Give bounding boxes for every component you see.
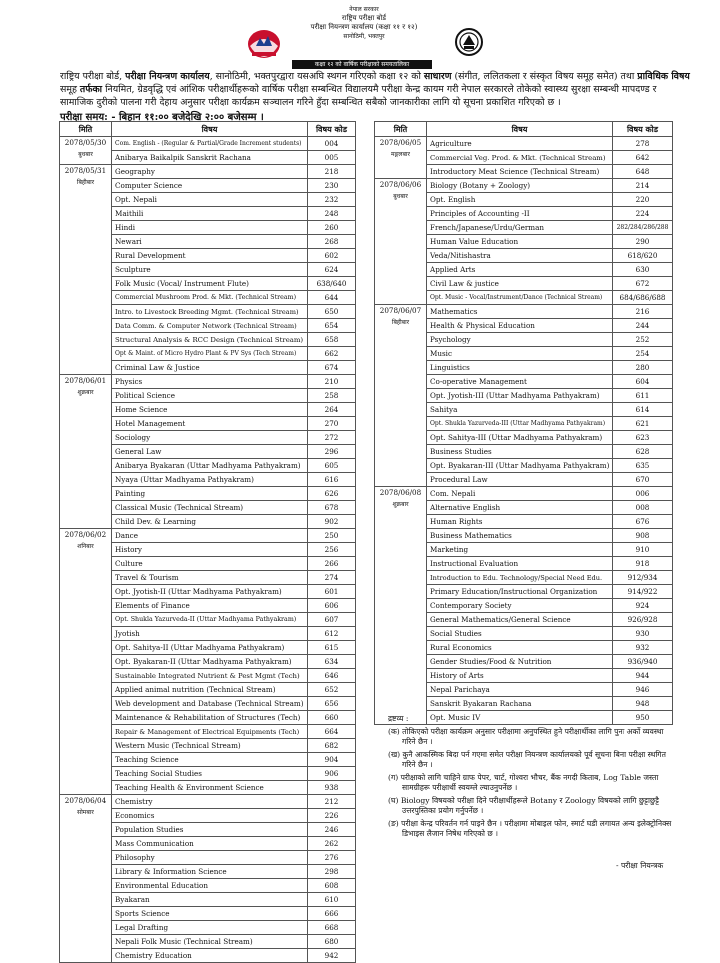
subject-cell: Opt. Music - Vocal/Instrument/Dance (Technical Stream): [427, 291, 613, 305]
notes-section: [388, 714, 678, 842]
subject-cell: Intro. to Livestock Breeding Mgmt. (Technical Stream): [112, 305, 308, 319]
subject-code-cell: 280: [613, 361, 673, 375]
subject-code-cell: 274: [308, 571, 356, 585]
subject-cell: Philosophy: [112, 851, 308, 865]
subject-cell: Child Dev. & Learning: [112, 515, 308, 529]
subject-code-cell: 282/284/286/288: [613, 221, 673, 235]
subject-code-cell: 266: [308, 557, 356, 571]
subject-code-cell: 608: [308, 879, 356, 893]
subject-cell: Human Value Education: [427, 235, 613, 249]
subject-cell: Commercial Veg. Prod. & Mkt. (Technical Stream): [427, 151, 613, 165]
subject-code-cell: 256: [308, 543, 356, 557]
subject-code-cell: 246: [308, 823, 356, 837]
schedule-table-left: [59, 121, 356, 963]
subject-cell: Opt. English: [427, 193, 613, 207]
subject-cell: Business Mathematics: [427, 529, 613, 543]
subject-code-cell: 676: [613, 515, 673, 529]
subject-cell: Social Studies: [427, 627, 613, 641]
subject-code-cell: 914/922: [613, 585, 673, 599]
subject-cell: Environmental Education: [112, 879, 308, 893]
subject-cell: Civil Law & justice: [427, 277, 613, 291]
date-column-header: मिति: [375, 122, 427, 137]
intro-line-1: [60, 70, 690, 83]
subject-code-cell: 254: [613, 347, 673, 361]
subject-code-cell: 612: [308, 627, 356, 641]
subject-code-cell: 250: [308, 529, 356, 543]
subject-cell: Nyaya (Uttar Madhyama Pathyakram): [112, 473, 308, 487]
subject-cell: Hotel Management: [112, 417, 308, 431]
subject-code-cell: 932: [613, 641, 673, 655]
subject-cell: Rural Development: [112, 249, 308, 263]
subject-cell: Travel & Tourism: [112, 571, 308, 585]
table-row: [60, 137, 356, 151]
subject-cell: Business Studies: [427, 445, 613, 459]
subject-code-cell: 258: [308, 389, 356, 403]
subject-code-cell: 924: [613, 599, 673, 613]
note-item: (क) तोकिएको परीक्षा कार्यक्रम अनुसार परीक्षामा अनुपस्थित हुने परीक्षार्थीका लागि पुनः अर्को व्यवस्था गरिने छैन ।: [388, 727, 664, 746]
date-cell: [375, 305, 427, 487]
intro-line-3: सामाजिक दुरीको पालना गरी देहाय अनुसार परीक्षा कार्यक्रम सञ्चालन गरिने हुँदा सम्बन्धित सबैको जानकारीका लागि यो सूचना प्रकाशित गरिएको छ ।: [60, 97, 561, 108]
subject-cell: Data Comm. & Computer Network (Technical Stream): [112, 319, 308, 333]
subject-code-cell: 658: [308, 333, 356, 347]
subject-code-cell: 666: [308, 907, 356, 921]
subject-code-cell: 230: [308, 179, 356, 193]
exam-weekday: शुक्रबार: [392, 501, 409, 508]
subject-code-cell: 656: [308, 697, 356, 711]
subject-cell: Applied animal nutrition (Technical Stream): [112, 683, 308, 697]
gov-line: नेपाल सरकार: [349, 6, 379, 13]
subject-cell: Applied Arts: [427, 263, 613, 277]
subject-code-cell: 648: [613, 165, 673, 179]
subject-code-cell: 946: [613, 683, 673, 697]
exam-weekday: बिहीबार: [391, 319, 410, 326]
subject-code-cell: 936/940: [613, 655, 673, 669]
subject-code-cell: 212: [308, 795, 356, 809]
table-row: [375, 179, 673, 193]
subject-cell: Primary Education/Instructional Organization: [427, 585, 613, 599]
date-cell: [375, 487, 427, 725]
signature: - परीक्षा नियन्त्रक: [616, 861, 664, 870]
subject-cell: Hindi: [112, 221, 308, 235]
subject-cell: Newari: [112, 235, 308, 249]
exam-weekday: सोमबार: [77, 809, 94, 816]
subject-code-cell: 260: [308, 221, 356, 235]
subject-cell: Contemporary Society: [427, 599, 613, 613]
subject-code-cell: 654: [308, 319, 356, 333]
intro-text: समूह: [60, 84, 80, 95]
subject-code-cell: 638/640: [308, 277, 356, 291]
intro-bold: प्राविधिक विषय: [637, 71, 690, 82]
subject-code-cell: 930: [613, 627, 673, 641]
subject-code-cell: 270: [308, 417, 356, 431]
board-line: राष्ट्रिय परीक्षा बोर्ड: [341, 14, 387, 22]
subject-cell: Commercial Mushroom Prod. & Mkt. (Technical Stream): [112, 291, 308, 305]
subject-code-cell: 684/686/688: [613, 291, 673, 305]
subject-code-cell: 912/934: [613, 571, 673, 585]
subject-column-header: विषय: [427, 122, 613, 137]
subject-code-cell: 646: [308, 669, 356, 683]
subject-cell: History: [112, 543, 308, 557]
subject-cell: French/Japanese/Urdu/German: [427, 221, 613, 235]
subject-cell: Veda/Nitishastra: [427, 249, 613, 263]
subject-code-cell: 614: [613, 403, 673, 417]
subject-code-cell: 628: [613, 445, 673, 459]
exam-weekday: शुक्रबार: [77, 389, 94, 396]
subject-code-cell: 607: [308, 613, 356, 627]
date-cell: [60, 137, 112, 165]
subject-code-cell: 680: [308, 935, 356, 949]
subject-code-cell: 296: [308, 445, 356, 459]
date-column-header: मिति: [60, 122, 112, 137]
subject-code-cell: 610: [308, 893, 356, 907]
subject-code-cell: 948: [613, 697, 673, 711]
subject-cell: Sociology: [112, 431, 308, 445]
subject-cell: Alternative English: [427, 501, 613, 515]
exam-time-label: परीक्षा समय:: [60, 112, 112, 123]
subject-code-cell: 950: [613, 711, 673, 725]
exam-date: 2078/06/06: [379, 180, 422, 189]
subject-cell: Anibarya Baikalpik Sanskrit Rachana: [112, 151, 308, 165]
subject-code-cell: 635: [613, 459, 673, 473]
exam-date: 2078/05/31: [64, 166, 107, 175]
neb-logo-icon: [454, 26, 484, 58]
subject-cell: Mathematics: [427, 305, 613, 319]
subject-code-cell: 298: [308, 865, 356, 879]
subject-code-cell: 906: [308, 767, 356, 781]
exam-date: 2078/06/01: [64, 376, 107, 385]
intro-text: (संगीत, ललितकला र संस्कृत विषय समूह समेत) तथा: [451, 71, 638, 82]
subject-code-cell: 214: [613, 179, 673, 193]
subject-code-cell: 650: [308, 305, 356, 319]
intro-text: नियमित, ग्रेडवृद्धि एवं आंशिक परीक्षार्थीहरूको वार्षिक परीक्षा सम्बन्धित विद्यालयमै परीक्षा केन्द्र कायम गरी नेपाल सरकारले तोकेको स्वास्थ्य सुरक्षा सम्बन्धी मापदण्ड र: [102, 84, 657, 95]
table-row: [375, 305, 673, 319]
subject-code-cell: 660: [308, 711, 356, 725]
subject-cell: Repair & Management of Electrical Equipments (Tech): [112, 725, 308, 739]
exam-date: 2078/06/07: [379, 306, 422, 315]
subject-cell: Teaching Social Studies: [112, 767, 308, 781]
subject-cell: Folk Music (Vocal/ Instrument Flute): [112, 277, 308, 291]
subject-cell: Teaching Science: [112, 753, 308, 767]
table-row: [60, 375, 356, 389]
subject-code-cell: 210: [308, 375, 356, 389]
subject-cell: Elements of Finance: [112, 599, 308, 613]
address-line: सानोठिमी, भक्तपुर: [343, 33, 385, 40]
nepal-emblem-icon: [246, 26, 282, 60]
subject-code-cell: 682: [308, 739, 356, 753]
subject-code-cell: 634: [308, 655, 356, 669]
subject-cell: Opt. Byakaran-III (Uttar Madhyama Pathyakram): [427, 459, 613, 473]
subject-cell: Economics: [112, 809, 308, 823]
office-line: परीक्षा नियन्त्रण कार्यालय (कक्षा ११ र १२): [310, 23, 418, 31]
exam-weekday: बुधबार: [78, 151, 93, 158]
subject-cell: Introductory Meat Science (Technical Stream): [427, 165, 613, 179]
subject-code-cell: 652: [308, 683, 356, 697]
subject-cell: Mass Communication: [112, 837, 308, 851]
subject-code-cell: 618/620: [613, 249, 673, 263]
subject-code-cell: 910: [613, 543, 673, 557]
subject-cell: Library & Information Science: [112, 865, 308, 879]
subject-cell: Psychology: [427, 333, 613, 347]
subject-cell: Criminal Law & Justice: [112, 361, 308, 375]
subject-cell: Gender Studies/Food & Nutrition: [427, 655, 613, 669]
subject-cell: General Mathematics/General Science: [427, 613, 613, 627]
subject-cell: Com. Nepali: [427, 487, 613, 501]
exam-weekday: शनिबार: [77, 543, 94, 550]
table-row: [60, 795, 356, 809]
subject-cell: Chemistry Education: [112, 949, 308, 963]
subject-cell: Sahitya: [427, 403, 613, 417]
subject-code-cell: 268: [308, 235, 356, 249]
date-cell: [60, 165, 112, 375]
subject-code-cell: 276: [308, 851, 356, 865]
note-item: (ग) परीक्षाको लागि चाहिने ग्राफ पेपर, चार्ट, गोश्वरा भौचर, बैंक नगदी किताब, Log Table जस्ता सामग्रीहरू परीक्षार्थी स्वयम्ले ल्याउनुपर्नेछ ।: [388, 773, 659, 792]
subject-code-cell: 624: [308, 263, 356, 277]
subject-code-cell: 262: [308, 837, 356, 851]
subject-code-cell: 601: [308, 585, 356, 599]
document-header: [0, 0, 720, 80]
subject-cell: Rural Economics: [427, 641, 613, 655]
subject-cell: Opt. Sahitya-III (Uttar Madhyama Pathyakram): [427, 431, 613, 445]
subject-code-cell: 248: [308, 207, 356, 221]
subject-code-cell: 938: [308, 781, 356, 795]
table-header-row: [375, 122, 673, 137]
exam-date: 2078/06/08: [379, 488, 422, 497]
subject-code-cell: 226: [308, 809, 356, 823]
date-cell: [60, 795, 112, 963]
subject-code-cell: 623: [613, 431, 673, 445]
subject-cell: Home Science: [112, 403, 308, 417]
subject-code-cell: 224: [613, 207, 673, 221]
notes-heading: द्रष्टव्य :: [388, 714, 409, 723]
subject-code-cell: 005: [308, 151, 356, 165]
subject-cell: Biology (Botany + Zoology): [427, 179, 613, 193]
subject-code-cell: 604: [613, 375, 673, 389]
subject-cell: Sculpture: [112, 263, 308, 277]
table-header-row: [60, 122, 356, 137]
intro-line-2: [60, 83, 670, 96]
subject-cell: Opt. Jyotish-III (Uttar Madhyama Pathyakram): [427, 389, 613, 403]
subject-code-cell: 006: [613, 487, 673, 501]
subject-code-cell: 926/928: [613, 613, 673, 627]
subject-code-cell: 004: [308, 137, 356, 151]
exam-weekday: बुधबार: [393, 193, 408, 200]
subject-cell: Legal Drafting: [112, 921, 308, 935]
subject-cell: Procedural Law: [427, 473, 613, 487]
subject-cell: General Law: [112, 445, 308, 459]
code-column-header: विषय कोड: [613, 122, 673, 137]
exam-date: 2078/06/02: [64, 530, 107, 539]
table-row: [375, 487, 673, 501]
subject-cell: Sports Science: [112, 907, 308, 921]
exam-date: 2078/05/30: [64, 138, 107, 147]
subject-cell: Classical Music (Technical Stream): [112, 501, 308, 515]
subject-code-cell: 232: [308, 193, 356, 207]
subject-cell: Teaching Health & Environment Science: [112, 781, 308, 795]
subject-code-cell: 272: [308, 431, 356, 445]
subject-code-cell: 630: [613, 263, 673, 277]
subject-code-cell: 290: [613, 235, 673, 249]
subject-cell: Opt. Shukla Yazurveda-III (Uttar Madhyama Pathyakram): [427, 417, 613, 431]
subject-cell: Maintenance & Rehabilitation of Structures (Tech): [112, 711, 308, 725]
subject-code-cell: 672: [613, 277, 673, 291]
subject-cell: Opt. Nepali: [112, 193, 308, 207]
subject-code-cell: 264: [308, 403, 356, 417]
subject-cell: Opt & Maint. of Micro Hydro Plant & PV Sys (Tech Stream): [112, 347, 308, 361]
subject-cell: Opt. Sahitya-II (Uttar Madhyama Pathyakram): [112, 641, 308, 655]
subject-cell: Agriculture: [427, 137, 613, 151]
subject-cell: Human Rights: [427, 515, 613, 529]
subject-code-cell: 662: [308, 347, 356, 361]
subject-code-cell: 644: [308, 291, 356, 305]
subject-code-cell: 668: [308, 921, 356, 935]
subject-cell: Chemistry: [112, 795, 308, 809]
subject-cell: Political Science: [112, 389, 308, 403]
subject-code-cell: 908: [613, 529, 673, 543]
subject-cell: Geography: [112, 165, 308, 179]
subject-code-cell: 616: [308, 473, 356, 487]
subject-cell: Byakaran: [112, 893, 308, 907]
date-cell: [60, 375, 112, 529]
subject-code-cell: 942: [308, 949, 356, 963]
subject-cell: Western Music (Technical Stream): [112, 739, 308, 753]
intro-bold: साधारण: [423, 71, 452, 82]
subject-code-cell: 642: [613, 151, 673, 165]
intro-bold: परीक्षा नियन्त्रण कार्यालय: [125, 71, 210, 82]
subject-code-cell: 670: [613, 473, 673, 487]
subject-code-cell: 244: [613, 319, 673, 333]
subject-code-cell: 918: [613, 557, 673, 571]
subject-code-cell: 621: [613, 417, 673, 431]
subject-cell: Web development and Database (Technical Stream): [112, 697, 308, 711]
subject-column-header: विषय: [112, 122, 308, 137]
subject-cell: Opt. Jyotish-II (Uttar Madhyama Pathyakram): [112, 585, 308, 599]
schedule-table-right: [374, 121, 673, 725]
subject-cell: Music: [427, 347, 613, 361]
subject-code-cell: 611: [613, 389, 673, 403]
table-row: [60, 529, 356, 543]
subject-cell: Instructional Evaluation: [427, 557, 613, 571]
subject-code-cell: 615: [308, 641, 356, 655]
notice-intro: [60, 70, 690, 109]
subject-cell: Sustainable Integrated Nutrient & Pest Mgmt (Tech): [112, 669, 308, 683]
table-row: [375, 137, 673, 151]
intro-text: , सानोठिमी, भक्तपुरद्वारा यसअघि स्थगन गरिएको कक्षा १२ को: [209, 71, 424, 82]
note-item: (घ) Biology विषयको परीक्षा दिने परीक्षार्थीहरूले Botany र Zoology विषयको लागि छुट्टाछुट्टै उत्तरपुस्तिका प्रयोग गर्नुपर्नेछ ।: [388, 796, 659, 815]
subject-code-cell: 216: [613, 305, 673, 319]
subject-code-cell: 664: [308, 725, 356, 739]
subject-code-cell: 904: [308, 753, 356, 767]
subject-code-cell: 008: [613, 501, 673, 515]
subject-code-cell: 218: [308, 165, 356, 179]
exam-time-value: - बिहान ११:०० बजेदेखि २:०० बजेसम्म ।: [111, 112, 264, 123]
subject-cell: Nepali Folk Music (Technical Stream): [112, 935, 308, 949]
table-row: [60, 165, 356, 179]
exam-weekday: बिहीबार: [76, 179, 95, 186]
subject-code-cell: 678: [308, 501, 356, 515]
note-item: (ख) कुनै आकस्मिक बिदा पर्न गएमा समेत परीक्षा नियन्त्रण कार्यालयको पूर्व सूचना बिना परीक्षा स्थगित गरिने छैन ।: [388, 750, 666, 769]
intro-bold: तर्फका: [79, 84, 103, 95]
subject-cell: Computer Science: [112, 179, 308, 193]
subject-cell: Com. English - (Regular & Partial/Grade Increment students): [112, 137, 308, 151]
subject-cell: Culture: [112, 557, 308, 571]
subject-cell: Marketing: [427, 543, 613, 557]
subject-cell: Nepal Parichaya: [427, 683, 613, 697]
subject-cell: Dance: [112, 529, 308, 543]
note-item: (ङ) परीक्षा केन्द्र परिवर्तन गर्न पाइने छैन । परीक्षामा मोबाइल फोन, स्मार्ट घडी लगायत अन्य इलेक्ट्रोनिक्स डिभाइस लैजान निषेध गरिएको छ ।: [388, 819, 672, 838]
subject-code-cell: 944: [613, 669, 673, 683]
subject-code-cell: 220: [613, 193, 673, 207]
subject-cell: Population Studies: [112, 823, 308, 837]
intro-text: राष्ट्रिय परीक्षा बोर्ड,: [60, 71, 126, 82]
date-cell: [375, 137, 427, 179]
subject-cell: Jyotish: [112, 627, 308, 641]
subject-code-cell: 605: [308, 459, 356, 473]
subject-cell: Painting: [112, 487, 308, 501]
code-column-header: विषय कोड: [308, 122, 356, 137]
subject-code-cell: 626: [308, 487, 356, 501]
subject-cell: Opt. Shukla Yazurveda-II (Uttar Madhyama Pathyakram): [112, 613, 308, 627]
date-cell: [60, 529, 112, 795]
exam-weekday: मङ्गलबार: [391, 151, 410, 158]
subject-code-cell: 602: [308, 249, 356, 263]
subject-code-cell: 674: [308, 361, 356, 375]
subject-cell: Physics: [112, 375, 308, 389]
subject-cell: Anibarya Byakaran (Uttar Madhyama Pathyakram): [112, 459, 308, 473]
subject-cell: Health & Physical Education: [427, 319, 613, 333]
subject-cell: Sanskrit Byakaran Rachana: [427, 697, 613, 711]
office-name-block: [280, 5, 448, 41]
subject-code-cell: 902: [308, 515, 356, 529]
exam-date: 2078/06/04: [64, 796, 107, 805]
subject-code-cell: 252: [613, 333, 673, 347]
subject-cell: Opt. Music IV: [427, 711, 613, 725]
subject-code-cell: 606: [308, 599, 356, 613]
date-cell: [375, 179, 427, 305]
subject-cell: Structural Analysis & RCC Design (Technical Stream): [112, 333, 308, 347]
subject-cell: Linguistics: [427, 361, 613, 375]
subject-cell: Principles of Accounting -II: [427, 207, 613, 221]
schedule-title-band: कक्षा १२ को वार्षिक परीक्षाको समयतालिका: [292, 60, 432, 69]
subject-code-cell: 278: [613, 137, 673, 151]
subject-cell: Opt. Byakaran-II (Uttar Madhyama Pathyakram): [112, 655, 308, 669]
subject-cell: Maithili: [112, 207, 308, 221]
subject-cell: History of Arts: [427, 669, 613, 683]
subject-cell: Co-operative Management: [427, 375, 613, 389]
subject-cell: Introduction to Edu. Technology/Special Need Edu.: [427, 571, 613, 585]
exam-date: 2078/06/05: [379, 138, 422, 147]
